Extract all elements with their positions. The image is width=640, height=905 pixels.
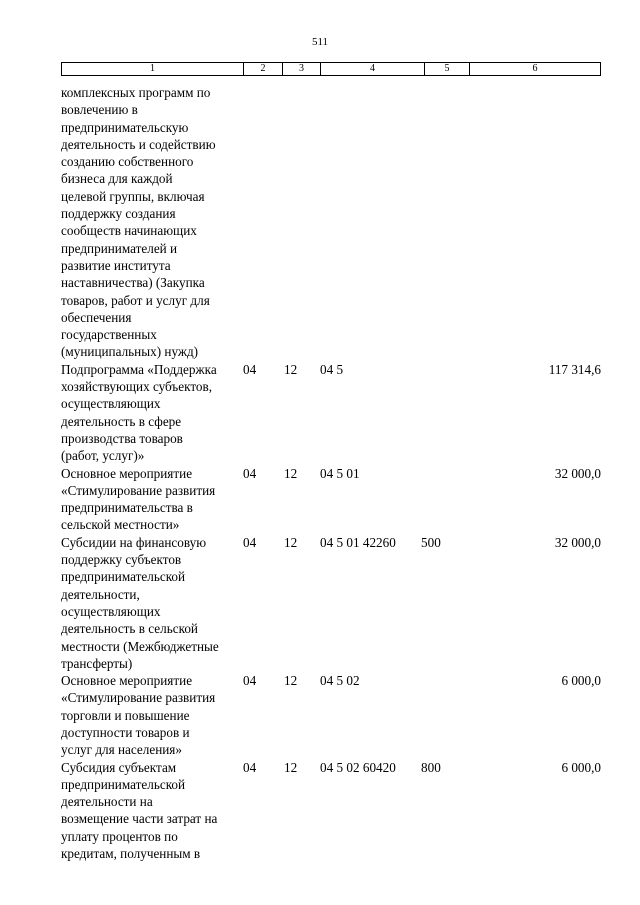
row-target-code: 04 5 [320,361,344,377]
table-row [61,84,601,361]
row-name: Субсидии на финансовую поддержку субъектов предпринимательской деятельности, осуществляющих деятельность в сельской местности (Межбюджетные трансферты) [61,534,219,671]
page-number: 511 [311,36,329,48]
header-col-3: 3 [283,63,321,75]
row-section: 04 [243,759,257,775]
row-subsection: 12 [284,534,298,550]
row-target-code: 04 5 01 42260 [320,534,396,550]
row-target-code: 04 5 01 [320,465,360,481]
row-section: 04 [243,673,257,689]
header-col-6: 6 [532,63,538,74]
row-name: Основное мероприятие «Стимулирование развития торговли и повышение доступности товаров и услуг для населения» [61,673,216,758]
header-col-2: 2 [244,63,283,75]
row-subsection: 12 [284,673,298,689]
header-col-5: 5 [425,63,470,75]
row-target-code: 04 5 02 60420 [320,759,396,775]
row-target-code: 04 5 02 [320,673,360,689]
table-body [61,84,601,862]
table-row [61,534,601,672]
row-amount: 32 000,0 [554,465,601,481]
row-expense-type: 500 [421,534,441,550]
table-row [61,465,601,534]
table-row [61,361,601,465]
row-name: комплексных программ по вовлечению в предпринимательскую деятельность и содействию созданию собственного бизнеса для каждой целевой группы, включая поддержку создания сообществ начинающих предпринимателей и развитие института наставничества) (Закупка товаров, работ и услуг для обеспечения государственных (муниципальных) нужд) [61,85,216,360]
row-subsection: 12 [284,361,298,377]
row-subsection: 12 [284,465,298,481]
row-section: 04 [243,534,257,550]
row-section: 04 [243,361,257,377]
row-subsection: 12 [284,759,298,775]
row-amount: 32 000,0 [554,534,601,550]
table-row [61,759,601,863]
row-name: Основное мероприятие «Стимулирование развития предпринимательства в сельской местности» [61,465,216,533]
row-amount: 117 314,6 [548,361,601,377]
header-col-1: 1 [62,63,244,75]
row-name: Субсидия субъектам предпринимательской деятельности на возмещение части затрат на уплату процентов по кредитам, полученным в [61,759,218,862]
row-amount: 6 000,0 [561,673,601,689]
table-header [61,62,601,76]
row-section: 04 [243,465,257,481]
row-expense-type: 800 [421,759,441,775]
header-col-4: 4 [321,63,425,75]
table-row [61,672,601,758]
row-name: Подпрограмма «Поддержка хозяйствующих субъектов, осуществляющих деятельность в сфере производства товаров (работ, услуг)» [61,361,217,464]
row-amount: 6 000,0 [561,759,601,775]
